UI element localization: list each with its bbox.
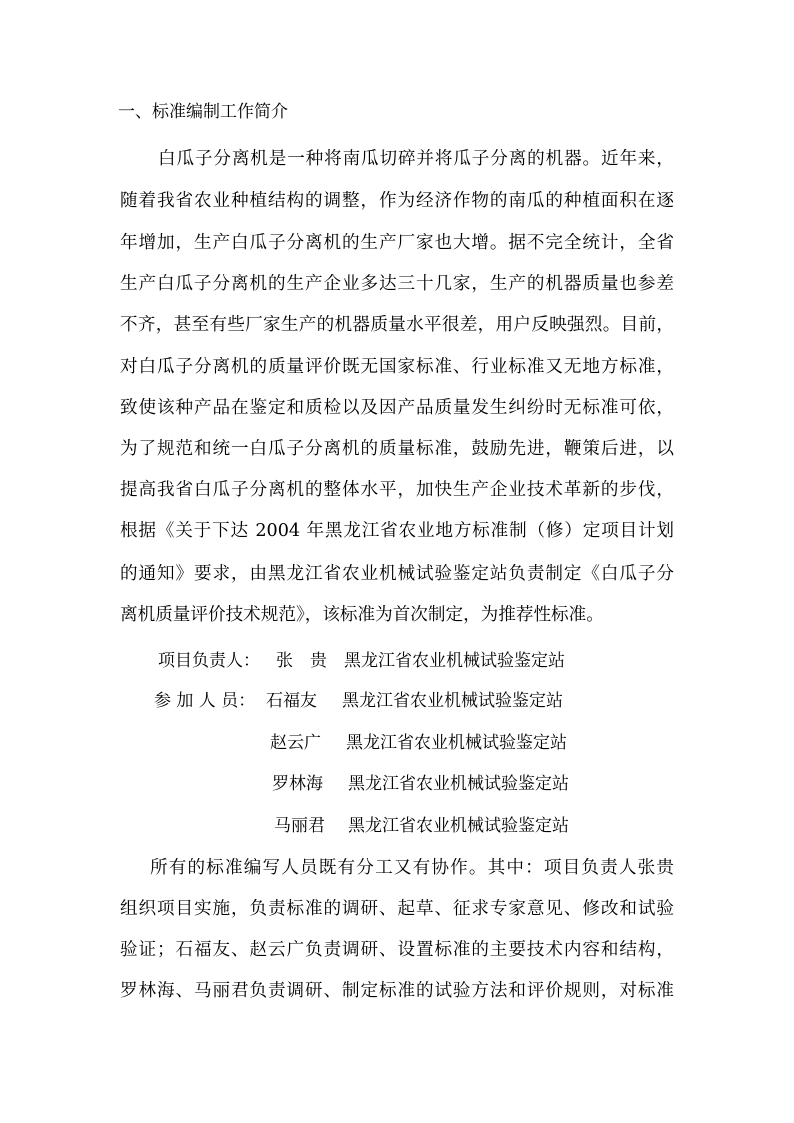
members-label: 参 加 人 员： [154,691,256,711]
project-leader-name: 张 贵 [276,651,327,671]
member-name: 赵云广 [270,733,321,753]
member-org: 黑龙江省农业机械试验鉴定站 [342,691,563,711]
member-row [274,813,604,839]
member-name: 马丽君 [274,816,325,836]
section-heading: 一、标准编制工作简介 [118,102,288,122]
paragraph-line: 离机质量评价技术规范》，该标准为首次制定，为推荐性标准。 [120,605,604,625]
paragraph-line: 的通知》要求，由黑龙江省农业机械试验鉴定站负责制定《白瓜子分 [120,564,674,584]
member-row [270,730,600,756]
member-name: 石福友 [266,691,317,711]
paragraph-line: 验证；石福友、赵云广负责调研、设置标准的主要技术内容和结构， [120,940,674,960]
paragraph-line: 所有的标准编写人员既有分工又有协作。其中：项目负责人张贵 [150,858,674,878]
member-org: 黑龙江省农业机械试验鉴定站 [348,774,569,794]
paragraph-line: 不齐，甚至有些厂家生产的机器质量水平很差，用户反映强烈。目前， [120,315,674,335]
paragraph-line: 致使该种产品在鉴定和质检以及因产品质量发生纠纷时无标准可依， [120,398,674,418]
member-name: 罗林海 [272,774,323,794]
paragraph-line: 根据《关于下达 2004 年黑龙江省农业地方标准制（修）定项目计划 [120,521,674,541]
paragraph-line: 罗林海、马丽君负责调研、制定标准的试验方法和评价规则，对标准 [120,981,674,1001]
project-leader-label: 项目负责人： [158,651,260,671]
paragraph-line: 随着我省农业种植结构的调整，作为经济作物的南瓜的种植面积在逐 [120,191,674,211]
project-leader-org: 黑龙江省农业机械试验鉴定站 [344,651,565,671]
paragraph-line: 白瓜子分离机是一种将南瓜切碎并将瓜子分离的机器。近年来， [158,149,674,169]
member-org: 黑龙江省农业机械试验鉴定站 [346,733,567,753]
paragraph-line: 生产白瓜子分离机的生产企业多达三十几家，生产的机器质量也参差 [120,274,674,294]
paragraph-line: 提高我省白瓜子分离机的整体水平，加快生产企业技术革新的步伐， [120,480,674,500]
paragraph-line: 为了规范和统一白瓜子分离机的质量标准，鼓励先进，鞭策后进，以 [120,439,674,459]
member-org: 黑龙江省农业机械试验鉴定站 [348,816,569,836]
paragraph-line: 组织项目实施，负责标准的调研、起草、征求专家意见、修改和试验 [120,899,674,919]
project-leader-row [158,648,598,674]
paragraph-line: 对白瓜子分离机的质量评价既无国家标准、行业标准又无地方标准， [120,357,674,377]
paragraph-line: 年增加，生产白瓜子分离机的生产厂家也大增。据不完全统计，全省 [120,233,674,253]
member-row [154,688,594,714]
member-row [272,771,602,797]
